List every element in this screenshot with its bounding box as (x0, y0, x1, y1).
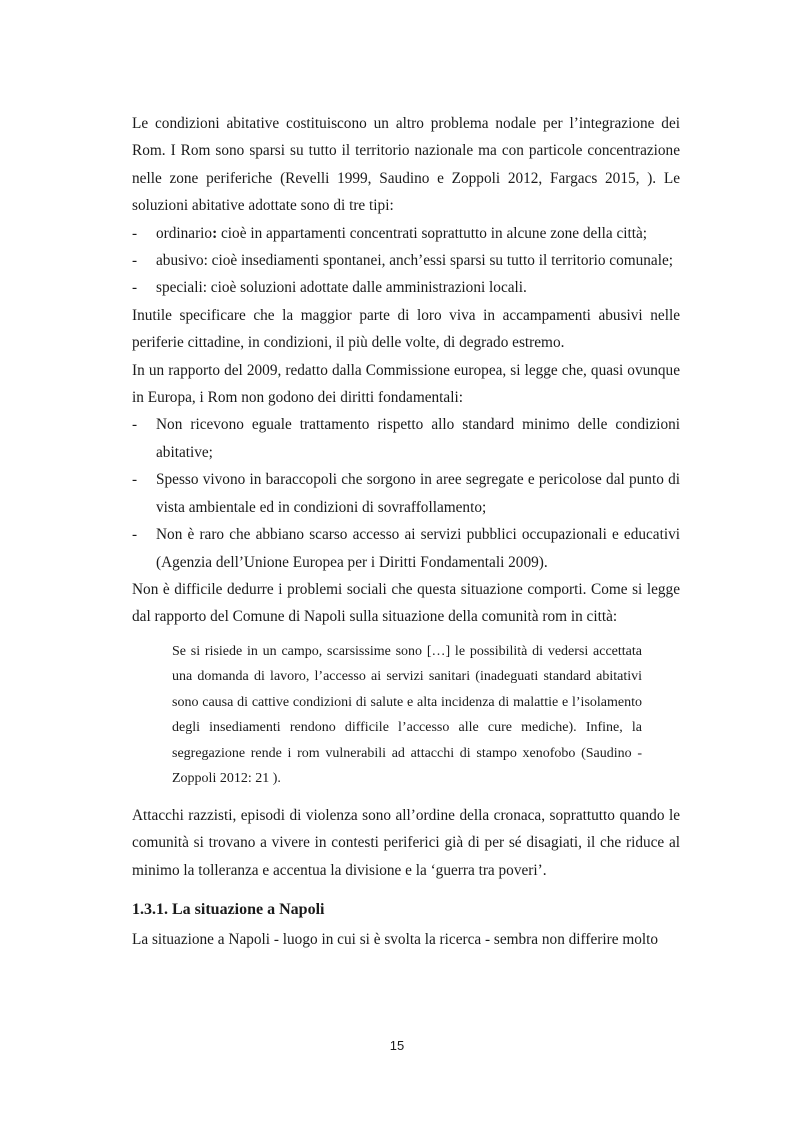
list-item (132, 466, 680, 521)
block-quote (172, 639, 642, 792)
list-item-text: cioè in appartamenti concentrati soprattutto in alcune zone della città; (217, 224, 648, 242)
list-item (132, 247, 680, 274)
list-item-text: cioè soluzioni adottate dalle amministrazioni locali. (206, 279, 527, 297)
list-item (132, 274, 680, 301)
list-item (132, 411, 680, 466)
list-item-label: ordinario (156, 224, 213, 242)
paragraph-non-difficile: Non è difficile dedurre i problemi sociali che questa situazione comporti. Come si legge dal rapporto del Comune di Napoli sulla situazione della comunità rom in città: (132, 580, 680, 626)
list-dash: - (132, 224, 138, 242)
housing-types-list (132, 220, 680, 302)
list-item-separator: : (212, 224, 218, 242)
list-item-text: cioè insediamenti spontanei, anch’essi sparsi su tutto il territorio comunale; (207, 252, 674, 270)
section-heading: 1.3.1. La situazione a Napoli (132, 900, 325, 918)
paragraph-attacchi: Attacchi razzisti, episodi di violenza sono all’ordine della cronaca, soprattutto quando le comunità si trovano a vivere in contesti periferici già di per sé disagiati, il che riduce al minimo la tolleranza e accentua la divisione e la ‘guerra tra poveri’. (132, 806, 680, 879)
list-item-label: speciali (156, 279, 203, 297)
list-item-text: Non è raro che abbiano scarso accesso ai servizi pubblici occupazionali e educativi (Agenzia dell’Unione Europea per i Diritti Fondamentali 2009). (156, 526, 680, 571)
list-item-separator: : (203, 252, 208, 270)
rights-list (132, 411, 680, 575)
list-item-text: Non ricevono eguale trattamento rispetto allo standard minimo delle condizioni abitative; (156, 416, 680, 461)
list-item-separator: : (202, 279, 207, 297)
list-item (132, 220, 680, 247)
list-dash: - (132, 416, 138, 434)
quote-text: Se si risiede in un campo, scarsissime sono […] le possibilità di vedersi accettata una domanda di lavoro, l’accesso ai servizi sanitari (inadeguati standard abitativi sono causa di cattive condizioni di salute e alta incidenza di malattie e l’isolamento degli insediamenti rendono difficile l’accesso alle cure mediche). Infine, la segregazione rende i rom vulnerabili ad attacchi di stampo xenofobo (Saudino - Zoppoli 2012: 21 ). (172, 643, 642, 787)
list-item-label: abusivo (156, 252, 204, 270)
paragraph-intro: Le condizioni abitative costituiscono un altro problema nodale per l’integrazione dei Rom. I Rom sono sparsi su tutto il territorio nazionale ma con particole concentrazione nelle zone periferiche (Revelli 1999, Saudino e Zoppoli 2012, Fargacs 2015, ). Le soluzioni abitative adottate sono di tre tipi: (132, 115, 680, 215)
page-number: 15 (389, 1038, 405, 1053)
page-body (132, 110, 680, 953)
paragraph-rapporto: In un rapporto del 2009, redatto dalla Commissione europea, si legge che, quasi ovunque in Europa, i Rom non godono dei diritti fondamentali: (132, 361, 680, 407)
paragraph-inutile: Inutile specificare che la maggior parte di loro viva in accampamenti abusivi nelle periferie cittadine, in condizioni, il più delle volte, di degrado estremo. (132, 306, 680, 352)
list-dash: - (132, 279, 138, 297)
list-dash: - (132, 526, 138, 544)
list-item-text: Spesso vivono in baraccopoli che sorgono in aree segregate e pericolose dal punto di vista ambientale ed in condizioni di sovraffollamento; (156, 471, 680, 516)
paragraph-napoli: La situazione a Napoli - luogo in cui si è svolta la ricerca - sembra non differire molto (132, 930, 659, 948)
list-dash: - (132, 471, 138, 489)
list-dash: - (132, 252, 138, 270)
list-item (132, 521, 680, 576)
